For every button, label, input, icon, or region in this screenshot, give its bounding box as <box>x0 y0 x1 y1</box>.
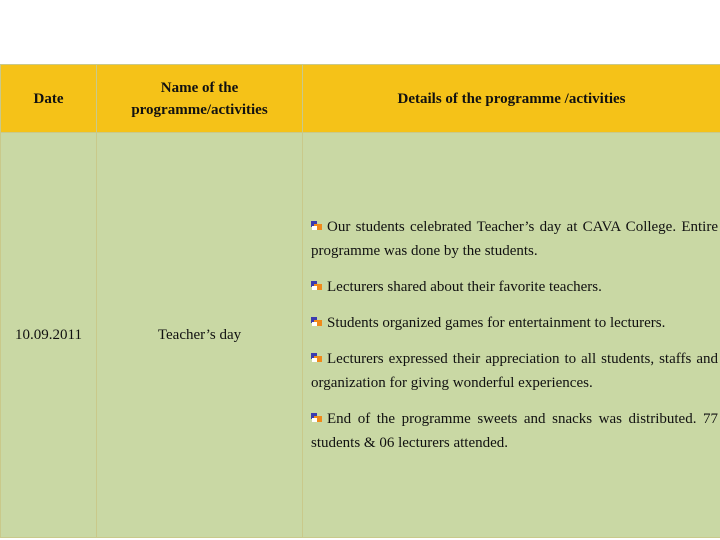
detail-item <box>311 311 718 335</box>
activities-table <box>0 64 720 538</box>
bullet-icon <box>311 353 323 363</box>
cell-programme-name: Teacher’s day <box>97 133 303 538</box>
bullet-icon <box>311 317 323 327</box>
detail-item <box>311 275 718 299</box>
header-date: Date <box>1 65 97 133</box>
detail-text: Students organized games for entertainment to lecturers. <box>327 315 666 331</box>
detail-item <box>311 407 718 455</box>
bullet-icon <box>311 413 323 423</box>
detail-text: Lecturers shared about their favorite teachers. <box>327 279 602 295</box>
table-row <box>1 133 720 538</box>
cell-details <box>303 133 720 538</box>
cell-date: 10.09.2011 <box>1 133 97 538</box>
header-programme-name: Name of the programme/activities <box>97 65 303 133</box>
detail-text: End of the programme sweets and snacks was distributed. 77 students & 06 lecturers attended. <box>311 411 718 451</box>
detail-item <box>311 215 718 263</box>
header-row <box>1 65 720 133</box>
detail-text: Lecturers expressed their appreciation to all students, staffs and organization for giving wonderful experiences. <box>311 351 718 391</box>
header-details: Details of the programme /activities <box>303 65 720 133</box>
bullet-icon <box>311 221 323 231</box>
bullet-icon <box>311 281 323 291</box>
detail-item <box>311 347 718 395</box>
detail-text: Our students celebrated Teacher’s day at CAVA College. Entire programme was done by the students. <box>311 219 718 259</box>
